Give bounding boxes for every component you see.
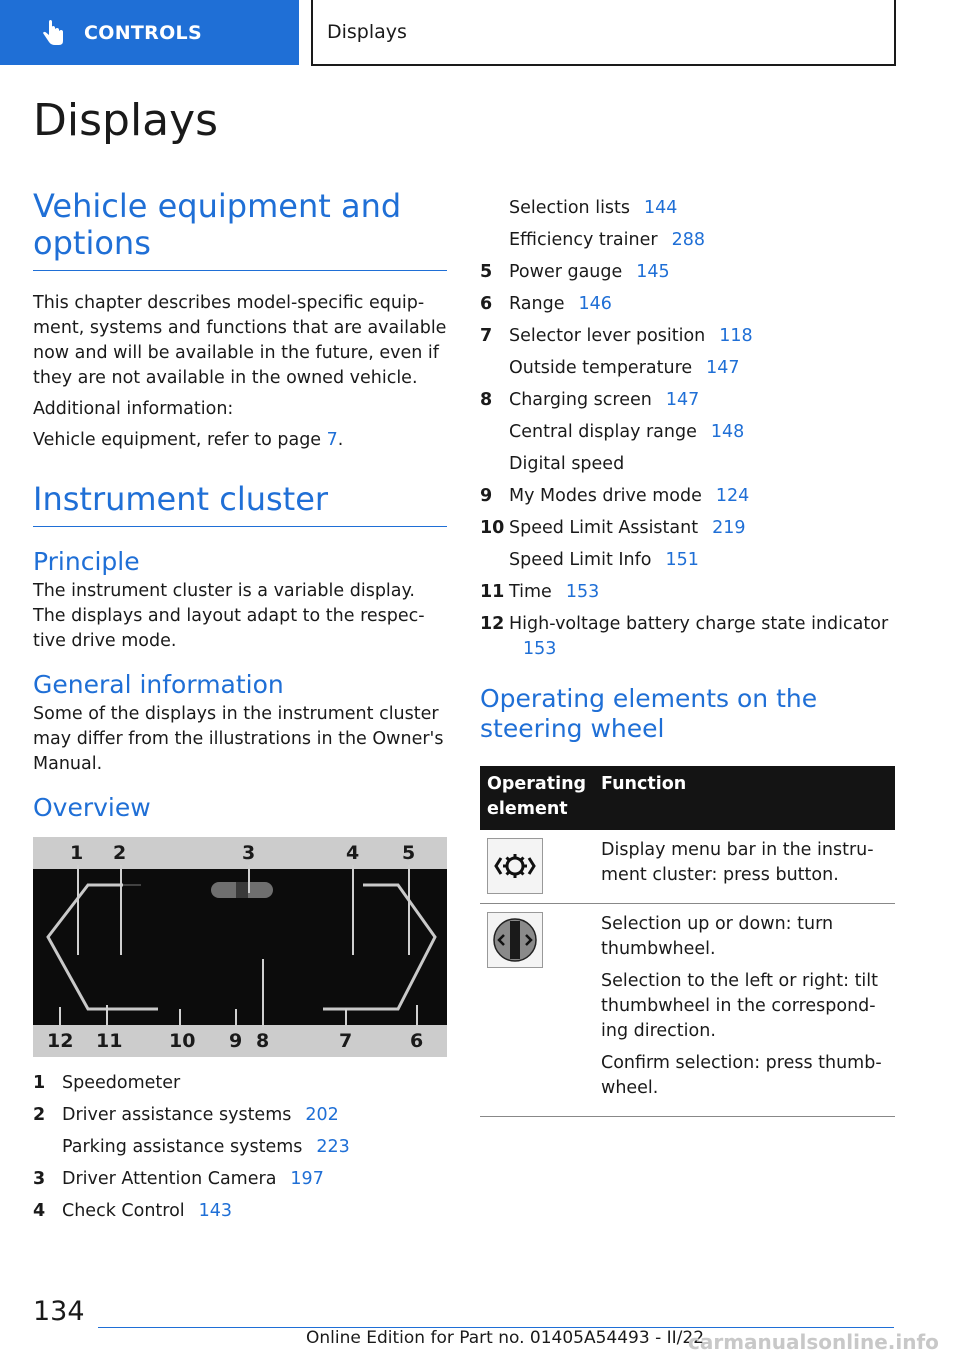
right-column (480, 196, 895, 1117)
list-item-label: Selector lever position (509, 326, 706, 346)
list-item-label: Speed Limit Assistant (509, 518, 699, 538)
heading-instrument-cluster: Instrument cluster (33, 481, 447, 527)
page-link[interactable]: 219 (712, 518, 746, 538)
page-link[interactable]: 7 (326, 430, 338, 450)
list-item-number (480, 196, 509, 221)
chapter-tab[interactable] (0, 0, 299, 65)
legend-list-left (33, 1071, 447, 1224)
list-item-label: Range (509, 294, 565, 314)
heading-general-information: General information (33, 670, 284, 699)
principle-text: The instrument cluster is a variable display. The displays and layout adapt to the respective drive mode. (33, 581, 425, 651)
list-item-label: Driver Attention Camera (62, 1169, 277, 1189)
list-item-number (480, 420, 509, 445)
list-item-number: 1 (33, 1073, 46, 1093)
page-link[interactable]: 144 (644, 198, 678, 218)
figure-label-5: 5 (402, 842, 416, 864)
edition-note: Online Edition for Part no. 01405A54493 - II/22 (306, 1328, 705, 1348)
cluster-drawing (33, 837, 447, 1057)
figure-label-11: 11 (96, 1030, 123, 1052)
page-link[interactable]: 288 (671, 230, 705, 250)
list-item-number: 7 (480, 326, 493, 346)
figure-label-4: 4 (346, 842, 360, 864)
list-item-number (480, 452, 509, 477)
column-header-element: Operating element (480, 766, 594, 830)
heading-overview: Overview (33, 793, 151, 822)
page-link[interactable]: 146 (578, 294, 612, 314)
menu-button-function: Display menu bar in the instrument cluster: press button. (601, 840, 874, 885)
heading-steering-wheel-controls: Operating elements on the steering wheel (480, 684, 818, 743)
list-item-number: 8 (480, 390, 493, 410)
page-link[interactable]: 147 (706, 358, 740, 378)
section-header-label: Displays (327, 21, 407, 43)
list-item (480, 516, 895, 541)
watermark: carmanualsonline.info (688, 1330, 939, 1354)
list-item-number: 11 (480, 582, 505, 602)
list-item-label: Charging screen (509, 390, 652, 410)
operating-elements-table (480, 766, 895, 1117)
list-item-number: 9 (480, 486, 493, 506)
list-item (480, 388, 895, 413)
thumbwheel-image (487, 912, 543, 968)
list-item-label: Power gauge (509, 262, 623, 282)
list-item (480, 324, 895, 349)
page-link[interactable]: 153 (565, 582, 600, 602)
list-item (33, 1071, 447, 1096)
additional-info-label: Additional information: (33, 399, 234, 419)
figure-label-9: 9 (229, 1030, 243, 1052)
list-item-number: 2 (33, 1105, 46, 1125)
table-header-row (480, 766, 895, 830)
list-item-label: Check Control (62, 1201, 185, 1221)
table-row (480, 904, 895, 1117)
list-item-label: Speedometer (62, 1073, 181, 1093)
list-item-label: Selection lists (509, 198, 631, 218)
list-item (33, 1167, 447, 1192)
page-title: Displays (33, 95, 219, 146)
list-item-number: 10 (480, 518, 505, 538)
list-item (480, 580, 895, 605)
thumbwheel-function-turn: Selection up or down: turn thumbwheel. (601, 914, 834, 959)
general-information-text: Some of the displays in the instrument cluster may differ from the illustrations in the Owner's Manual. (33, 704, 444, 774)
list-item-number: 6 (480, 294, 493, 314)
list-item-label: Efficiency trainer (509, 230, 658, 250)
page-link[interactable]: 118 (719, 326, 753, 346)
list-item (480, 484, 895, 509)
vehicle-paragraph: This chapter describes model-specific equipment, systems and functions that are available now and will be available in the future, even if they are not available in the owned vehicle. (33, 293, 447, 388)
list-item-number (33, 1135, 62, 1160)
touch-hand-icon (36, 16, 70, 50)
column-header-function: Function (594, 766, 895, 830)
chapter-tab-label: CONTROLS (84, 21, 202, 44)
list-item-number (480, 548, 509, 573)
list-item-label: High-voltage battery charge state indicator (509, 614, 889, 634)
section-header (311, 0, 896, 66)
list-item (33, 1199, 447, 1224)
thumbwheel-icon (492, 917, 538, 963)
list-item-number (480, 356, 509, 381)
figure-label-3: 3 (242, 842, 256, 864)
left-column (33, 188, 447, 1231)
menu-button-image (487, 838, 543, 894)
figure-label-2: 2 (113, 842, 127, 864)
list-item (480, 260, 895, 285)
page-link[interactable]: 143 (198, 1201, 233, 1221)
list-item-label: Time (509, 582, 552, 602)
figure-label-7: 7 (339, 1030, 353, 1052)
page-link[interactable]: 148 (710, 422, 745, 442)
thumbwheel-function-press: Confirm selection: press thumbwheel. (601, 1053, 882, 1098)
list-item-number: 3 (33, 1169, 46, 1189)
page-link[interactable]: 145 (636, 262, 670, 282)
instrument-cluster-figure (33, 837, 447, 1057)
list-item-number: 5 (480, 262, 493, 282)
heading-vehicle-equipment: Vehicle equipment and options (33, 188, 447, 271)
figure-label-10: 10 (169, 1030, 196, 1052)
page-link[interactable]: 202 (305, 1105, 339, 1125)
list-item (480, 228, 895, 253)
list-item (33, 1103, 447, 1128)
list-item-label: Outside temperature (509, 358, 693, 378)
page-link[interactable]: 153 (523, 639, 557, 659)
list-item (480, 612, 895, 662)
list-item (33, 1135, 447, 1160)
page-link[interactable]: 147 (665, 390, 700, 410)
list-item (480, 548, 895, 573)
list-item-label: My Modes drive mode (509, 486, 702, 506)
list-item-label: Driver assistance systems (62, 1105, 292, 1125)
heading-principle: Principle (33, 547, 140, 576)
list-item-label: Digital speed (509, 454, 625, 474)
figure-label-6: 6 (410, 1030, 424, 1052)
gear-icon (493, 846, 537, 886)
thumbwheel-function-tilt: Selection to the left or right: tilt thumbwheel in the corresponding direction. (601, 971, 879, 1041)
table-row (480, 830, 895, 904)
list-item (480, 452, 895, 477)
list-item-label: Central display range (509, 422, 697, 442)
figure-label-8: 8 (256, 1030, 270, 1052)
list-item (480, 356, 895, 381)
page-link[interactable]: 151 (665, 550, 699, 570)
page-number: 134 (33, 1296, 85, 1327)
page-link[interactable]: 223 (316, 1137, 350, 1157)
list-item (480, 292, 895, 317)
list-item-number: 12 (480, 614, 505, 634)
page-link[interactable]: 197 (290, 1169, 324, 1189)
list-item-number (480, 228, 509, 253)
vehicle-equipment-reference: Vehicle equipment, refer to page 7. (33, 430, 344, 450)
figure-label-12: 12 (47, 1030, 74, 1052)
legend-list-right (480, 196, 895, 662)
list-item (480, 420, 895, 445)
list-item-number: 4 (33, 1201, 46, 1221)
list-item (480, 196, 895, 221)
figure-label-1: 1 (70, 842, 84, 864)
page-link[interactable]: 124 (715, 486, 750, 506)
list-item-label: Speed Limit Info (509, 550, 652, 570)
list-item-label: Parking assistance systems (62, 1137, 303, 1157)
